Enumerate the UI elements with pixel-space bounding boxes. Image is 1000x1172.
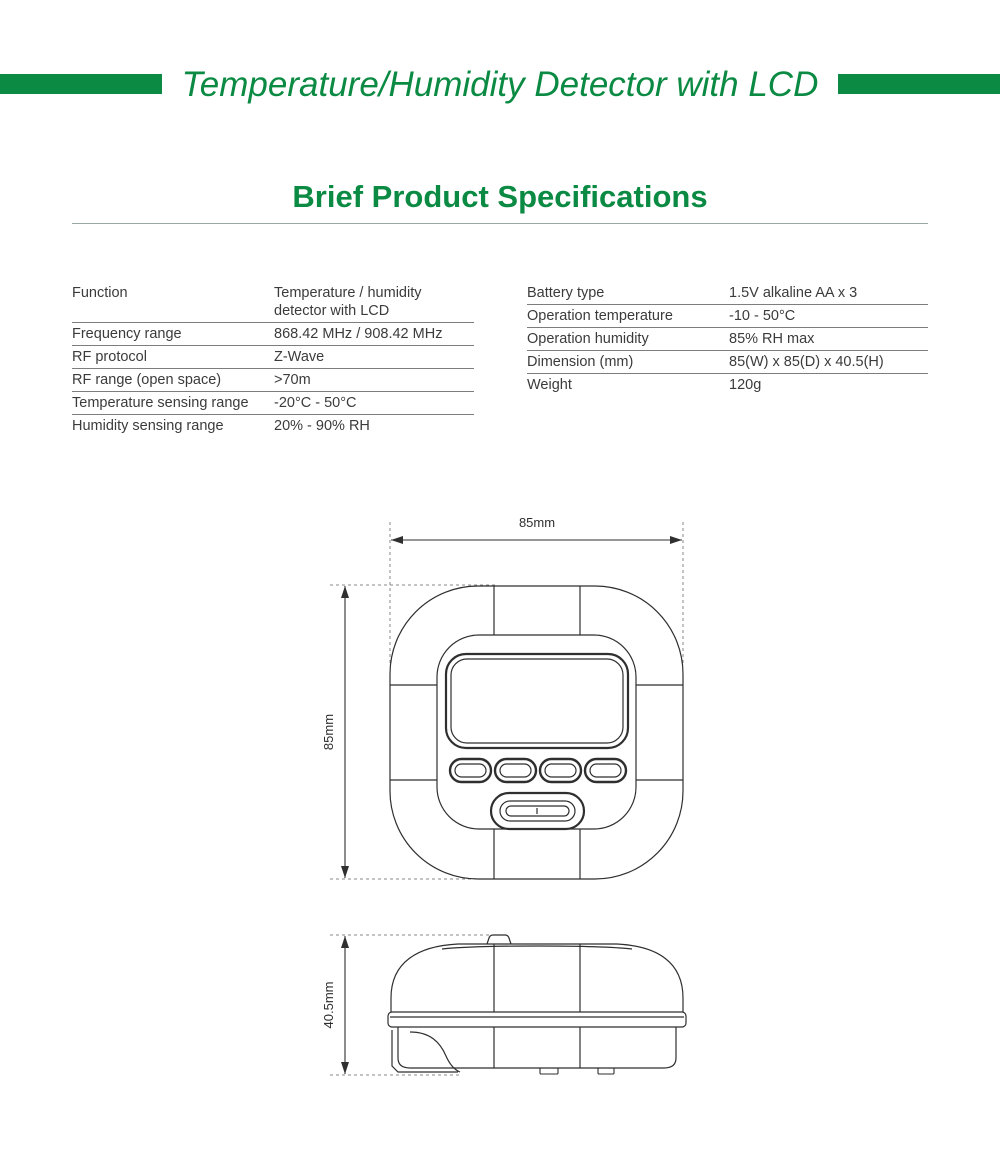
spec-value: -20°C - 50°C: [274, 395, 357, 411]
spec-label: RF range (open space): [72, 372, 222, 388]
banner-bar-left: [0, 74, 162, 94]
lcd-screen: [451, 659, 623, 743]
spec-label: Humidity sensing range: [72, 418, 224, 434]
foot-right: [598, 1068, 614, 1074]
spec-value: 868.42 MHz / 908.42 MHz: [274, 326, 443, 342]
depth-dimension-label: 85mm: [321, 713, 336, 751]
spec-value: -10 - 50°C: [729, 308, 796, 324]
spec-row-operation-humidity: [527, 328, 928, 351]
banner-title: Temperature/Humidity Detector with LCD: [181, 65, 819, 104]
spec-row-dimension: [527, 351, 928, 374]
device-button-3: [540, 759, 581, 782]
button-outline: [585, 759, 626, 782]
button-inner: [500, 764, 531, 777]
device-button-1: [450, 759, 491, 782]
spec-label: Operation humidity: [527, 331, 649, 347]
spec-row-frequency-range: [72, 323, 474, 346]
spec-label: Battery type: [527, 285, 605, 301]
spec-value: Temperature / humidity detector with LCD: [274, 285, 422, 319]
spec-table-left: [72, 282, 474, 437]
dome-top-edge: [442, 946, 632, 949]
banner-bar-right: [838, 74, 1000, 94]
spec-row-rf-range: [72, 369, 474, 392]
spec-label: RF protocol: [72, 349, 147, 365]
spec-label: Weight: [527, 377, 572, 393]
spec-row-function: [72, 282, 474, 323]
spec-row-weight: [527, 374, 928, 396]
device-inner-face: [437, 635, 636, 829]
spec-row-temperature-sensing-range: [72, 392, 474, 415]
spec-row-battery-type: [527, 282, 928, 305]
device-button-2: [495, 759, 536, 782]
button-outline: [450, 759, 491, 782]
side-view-drawing: [321, 935, 686, 1075]
button-inner: [545, 764, 576, 777]
spec-value: Z-Wave: [274, 349, 325, 365]
spec-value: 85(W) x 85(D) x 40.5(H): [729, 354, 884, 370]
section-heading: Brief Product Specifications: [292, 179, 708, 214]
spec-label: Dimension (mm): [527, 354, 634, 370]
top-knob: [487, 935, 511, 944]
dimension-drawing: [300, 500, 720, 1090]
heading-divider: [72, 223, 928, 224]
spec-label: Frequency range: [72, 326, 182, 342]
foot-left: [540, 1068, 558, 1074]
mounting-clip-curve: [410, 1032, 460, 1072]
button-outline: [540, 759, 581, 782]
spec-label: Operation temperature: [527, 308, 673, 324]
spec-value: 1.5V alkaline AA x 3: [729, 285, 858, 301]
device-button-4: [585, 759, 626, 782]
lcd-screen-frame: [446, 654, 628, 748]
height-dimension-label: 40.5mm: [321, 981, 336, 1029]
spec-row-humidity-sensing-range: [72, 415, 474, 437]
button-inner: [455, 764, 486, 777]
spec-row-operation-temperature: [527, 305, 928, 328]
device-dome: [391, 944, 683, 1012]
device-lower-body: [398, 1027, 676, 1068]
spec-row-rf-protocol: [72, 346, 474, 369]
base-rim: [388, 1012, 686, 1027]
spec-value: >70m: [274, 372, 311, 388]
spec-label: Temperature sensing range: [72, 395, 249, 411]
spec-value: 85% RH max: [729, 331, 815, 347]
spec-label: Function: [72, 285, 128, 301]
spec-value: 120g: [729, 377, 762, 393]
spec-value: 20% - 90% RH: [274, 418, 370, 434]
button-inner: [590, 764, 621, 777]
top-view-drawing: [321, 515, 683, 879]
device-outer-shell: [390, 586, 683, 879]
button-outline: [495, 759, 536, 782]
width-dimension-label: 85mm: [518, 515, 556, 530]
spec-table-right: [527, 282, 928, 396]
